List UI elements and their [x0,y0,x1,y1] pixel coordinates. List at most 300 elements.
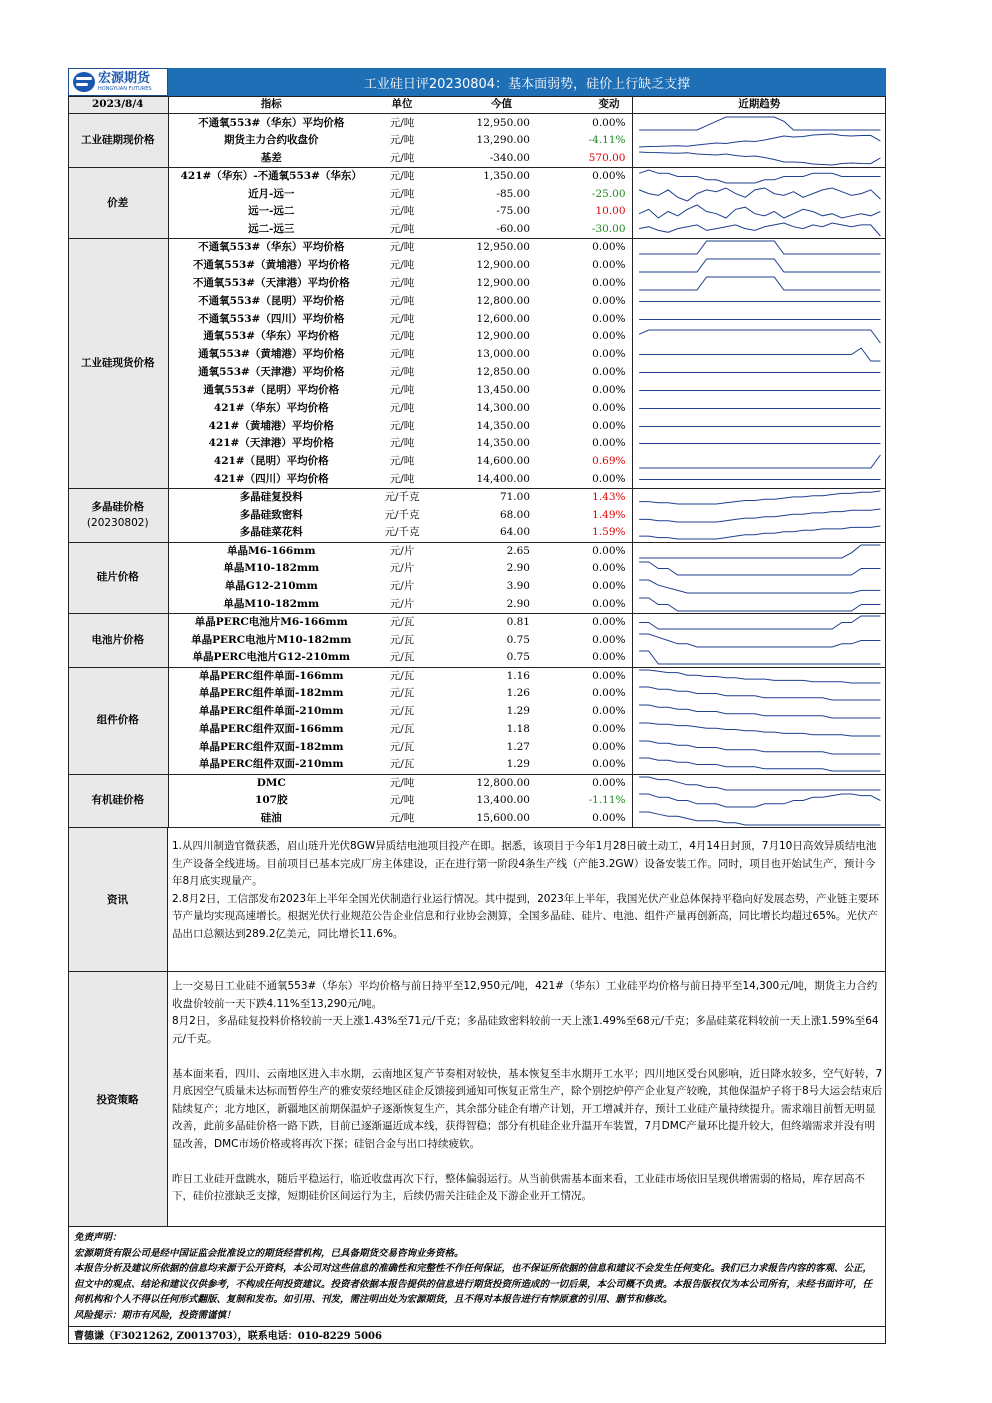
unit: 元/吨 [389,205,415,218]
current-value: 68.00 [499,508,530,521]
indicator-name: 多晶硅菜花料 [168,524,374,542]
unit: 元/吨 [389,187,415,200]
table-row [68,792,886,810]
table-row [68,560,886,578]
indicator-name: 107胶 [255,794,288,807]
unit: 元/吨 [374,150,430,168]
current-value: 64.00 [430,524,536,542]
indicator-name: 多晶硅致密料 [239,508,303,521]
table-row [68,810,886,828]
unit: 元/瓦 [389,669,415,682]
current-value: 0.75 [506,633,530,646]
trend-cell [632,435,886,453]
table-row [68,685,886,703]
unit: 元/千克 [384,508,420,521]
trend-cell [632,613,886,631]
change-value: -25.00 [591,187,626,200]
table-row [68,346,886,364]
indicator-name: 单晶PERC组件双面-166mm [199,722,344,735]
trend-cell [632,524,886,542]
trend-sparkline [633,239,887,256]
unit: 元/瓦 [389,705,415,718]
trend-line [639,812,880,825]
trend-sparkline [633,364,887,381]
trend-cell [632,774,886,792]
report-sheet [68,68,886,1347]
current-value: 13,290.00 [476,134,530,147]
change-value: 0.00% [592,437,626,450]
trend-sparkline [633,578,887,595]
indicator-name: 单晶PERC组件单面-182mm [199,687,344,700]
trend-cell [632,185,886,203]
change-value: 0.00% [592,705,626,718]
trend-cell [632,703,886,721]
current-value: 1.27 [506,740,530,753]
current-value: 2.65 [506,544,530,557]
trend-sparkline [633,792,887,809]
indicator-name: 单晶PERC组件单面-210mm [199,705,344,718]
current-value: -340.00 [430,150,536,168]
unit: 元/吨 [389,294,415,307]
unit: 元/吨 [374,810,430,828]
indicator-name: 421#（华东）平均价格 [213,401,329,414]
indicator-name: 通氧553#（华东）平均价格 [203,330,340,343]
table-row [68,328,886,346]
trend-line [639,526,880,539]
trend-line [639,758,880,771]
trend-line [639,170,880,183]
table-row [68,596,886,614]
current-value: 14,350.00 [476,437,530,450]
current-value: -85.00 [496,187,530,200]
unit: 元/瓦 [389,633,415,646]
unit: 元/吨 [389,170,415,183]
trend-line [639,330,880,343]
strategy-paragraph-4: 昨日工业硅开盘跳水，随后平稳运行，临近收盘再次下行，整体偏弱运行。从当前供需基本面来看，工业硅市场依旧呈现供增需弱的格局，库存居高不下，硅价拉涨缺乏支撑，短期硅价区间运行为主，后续仍需关注硅企及下游企业开工情况。 [172,1172,865,1203]
trend-cell [632,792,886,810]
current-value: -75.00 [496,205,530,218]
current-value: 12,800.00 [476,776,530,789]
trend-line [639,634,880,647]
logo-english: HONGYUAN FUTURES [98,86,152,92]
trend-sparkline [633,775,887,792]
risk-warning: 风险提示：期市有风险，投资需谨慎！ [74,1309,236,1321]
trend-sparkline [633,560,887,577]
current-value: 14,300.00 [476,401,530,414]
unit: 元/瓦 [389,687,415,700]
trend-cell [632,596,886,614]
change-value: 0.00% [592,276,626,289]
indicator-name: 远二-远三 [168,221,374,239]
change-value: 0.00% [592,544,626,557]
category-name: 多晶硅价格 [91,501,144,514]
trend-cell [632,221,886,239]
current-value: 12,900.00 [476,259,530,272]
logo-mark-icon [73,72,95,92]
trend-cell [632,685,886,703]
trend-sparkline [633,756,887,773]
table-row [68,721,886,739]
trend-cell [632,667,886,685]
table-row [68,292,886,310]
indicator-name: 421#（天津港）平均价格 [208,437,334,450]
news-paragraph-1: 1.从四川制造官微获悉，眉山琏升光伏8GW异质结电池项目投产在即。据悉，该项目于今年1月28日破土动工，4月14日封顶，7月10日高效异质结电池生产设备全线进场。目前项目已基本完成厂房主体建设，正在进行第一阶段4条生产线（产能3.2GW）设备安装工作。同时，项目也开始试生产，预计今年8月底实现量产。 [172,840,877,888]
table-row [68,542,886,560]
indicator-name: 不通氧553#（黄埔港）平均价格 [192,259,350,272]
trend-cell [632,274,886,292]
table-row [68,667,886,685]
category-name: 有机硅价格 [91,794,144,807]
table-header-row [68,96,886,114]
trend-sparkline [633,400,887,417]
trend-line [639,741,880,754]
news-body [168,828,886,971]
news-section [68,828,886,972]
table-row [68,435,886,453]
trend-sparkline [633,186,887,203]
current-value: 13,450.00 [476,383,530,396]
unit: 元/吨 [389,348,415,361]
trend-line [639,687,880,700]
current-value: 14,400.00 [430,471,536,489]
trend-sparkline [633,382,887,399]
trend-cell [632,810,886,828]
trend-line [639,134,880,147]
disclaimer-line-1: 宏源期货有限公司是经中国证监会批准设立的期货经营机构，已具备期货交易咨询业务资格。 [74,1247,464,1259]
change-value: 0.00% [592,740,626,753]
trend-line [639,205,880,218]
category-name: 组件价格 [96,714,139,727]
trend-cell [632,453,886,471]
trend-sparkline [633,150,887,167]
category-label [68,239,168,489]
unit: 元/吨 [389,419,415,432]
change-value: -30.00 [536,221,632,239]
indicator-name: 421#（华东）-不通氧553#（华东） [180,170,362,183]
unit: 元/片 [374,596,430,614]
news-paragraph-2: 2.8月2日，工信部发布2023年上半年全国光伏制造行业运行情况。其中提到，2023年上半年，我国光伏产业总体保持平稳向好发展态势，产业链主要环节产量均实现高速增长。根据光伏行业规范公告企业信息和行业协会测算，全国多晶硅、硅片、电池、组件产量再创新高，同比增长均超过65%。光伏产品出口总额达到289.2亿美元，同比增长11.6%。 [172,892,879,940]
change-value: 0.00% [592,330,626,343]
current-value: 2.90 [506,562,530,575]
current-value: 12,600.00 [476,312,530,325]
table-row [68,382,886,400]
current-value: 2.90 [430,596,536,614]
trend-line [639,223,880,236]
trend-cell [632,167,886,185]
trend-cell [632,399,886,417]
strategy-body [168,972,886,1226]
table-row [68,185,886,203]
category-label [68,489,168,543]
unit: 元/千克 [374,524,430,542]
change-value: 0.00% [536,649,632,667]
table-row [68,471,886,489]
unit: 元/吨 [389,259,415,272]
indicator-name: 单晶PERC组件单面-166mm [199,669,344,682]
change-value: 0.69% [592,455,626,468]
trend-line [639,562,880,575]
trend-sparkline [633,596,887,613]
indicator-name: 单晶PERC电池片G12-210mm [168,649,374,667]
indicator-name: 通氧553#（昆明）平均价格 [203,383,340,396]
table-row [68,703,886,721]
unit: 元/片 [389,544,415,557]
indicator-name: 单晶M6-166mm [227,544,316,557]
unit: 元/吨 [389,116,415,129]
change-value: 0.00% [592,312,626,325]
table-row [68,239,886,257]
trend-sparkline [633,132,887,149]
unit: 元/片 [389,580,415,593]
change-value: 0.00% [592,580,626,593]
unit: 元/吨 [389,401,415,414]
indicator-name: 单晶PERC组件双面-182mm [199,740,344,753]
trend-sparkline [633,221,887,238]
trend-line [639,545,880,558]
change-value: 0.00% [592,383,626,396]
category-label [68,613,168,667]
category-label [68,114,168,168]
report-title: 工业硅日评20230804：基本面弱势，硅价上行缺乏支撑 [168,68,886,96]
change-value: 0.00% [592,722,626,735]
indicator-name: 不通氧553#（华东）平均价格 [198,116,345,129]
table-row [68,274,886,292]
indicator-name: 单晶PERC组件双面-210mm [168,756,374,774]
trend-cell [632,150,886,168]
trend-line [639,616,880,629]
table-row [68,756,886,774]
indicator-name: 421#（黄埔港）平均价格 [208,419,334,432]
trend-sparkline [633,668,887,685]
strategy-paragraph-3: 基本面来看，四川、云南地区进入丰水期，云南地区复产节奏相对较快，基本恢复至丰水期开工水平；四川地区受台风影响，近日降水较多，空气好转，7月底因空气质量未达标而暂停生产的雅安荥经地区硅企反馈接到通知可恢复正常生产，除个别挖炉停产企业复产较晚，其他保温炉子将于8号大运会结束后陆续复产；北方地区，新疆地区前期保温炉子逐渐恢复生产，其余部分硅企有增产计划，开工增减并存，预计工业硅产量持续提升。需求端目前暂无明显改善，此前多晶硅价格一路下跌，目前已逐渐逼近成本线，获得智稳；部分有机硅企业升温开车装置，7月DMC产量环比提升较大，但终端需求并没有明显改善，DMC市场价格或将再次下探；硅铝合金与出口持续疲软。 [172,1067,883,1150]
current-value: 15,600.00 [430,810,536,828]
header-value: 今值 [430,96,536,114]
trend-cell [632,328,886,346]
trend-line [639,241,880,254]
trend-line [639,348,880,361]
trend-line [639,651,880,664]
trend-sparkline [633,471,887,488]
table-row [68,114,886,132]
change-value: 0.00% [592,259,626,272]
table-row [68,506,886,524]
table-row [68,613,886,631]
trend-cell [632,364,886,382]
trend-sparkline [633,203,887,220]
table-row [68,578,886,596]
unit: 元/瓦 [374,756,430,774]
unit: 元/片 [389,562,415,575]
price-table [68,96,886,828]
trend-cell [632,310,886,328]
current-value: 1.26 [506,687,530,700]
category-label [68,667,168,774]
unit: 元/吨 [389,437,415,450]
unit: 元/吨 [389,366,415,379]
indicator-name: 多晶硅复投料 [239,491,303,504]
trend-sparkline [633,311,887,328]
trend-cell [632,132,886,150]
category-name: 电池片价格 [91,633,144,646]
current-value: 0.75 [430,649,536,667]
change-value: 0.00% [536,471,632,489]
indicator-name: 不通氧553#（四川）平均价格 [198,312,345,325]
trend-cell [632,346,886,364]
current-value: 12,800.00 [476,294,530,307]
trend-cell [632,257,886,275]
unit: 元/吨 [389,455,415,468]
current-value: 12,850.00 [476,366,530,379]
change-value: 0.00% [592,669,626,682]
unit: 元/吨 [389,330,415,343]
change-value: 0.00% [592,687,626,700]
indicator-name: 近月-远一 [248,187,295,200]
trend-cell [632,542,886,560]
trend-cell [632,649,886,667]
trend-cell [632,721,886,739]
current-value: 71.00 [499,491,530,504]
unit: 元/吨 [374,221,430,239]
indicator-name: 421#（昆明）平均价格 [213,455,329,468]
category-name: 硅片价格 [96,571,139,584]
table-row [68,631,886,649]
category-label [68,542,168,613]
unit: 元/吨 [374,471,430,489]
unit: 元/吨 [389,312,415,325]
indicator-name: 不通氧553#（天津港）平均价格 [192,276,350,289]
logo-name: 宏源期货 [98,71,151,86]
change-value: 0.00% [592,401,626,414]
current-value: 14,600.00 [476,455,530,468]
indicator-name: 期货主力合约收盘价 [224,134,319,147]
change-value: 0.00% [592,170,626,183]
trend-cell [632,239,886,257]
unit: 元/吨 [389,794,415,807]
indicator-name: 单晶PERC电池片M10-182mm [191,633,352,646]
change-value: 0.00% [592,348,626,361]
current-value: 1,350.00 [483,170,530,183]
disclaimer-title: 免责声明： [74,1232,122,1244]
trend-cell [632,560,886,578]
change-value: 0.00% [592,562,626,575]
trend-line [639,152,880,165]
current-value: 12,900.00 [476,330,530,343]
trend-sparkline [633,275,887,292]
indicator-name: 单晶M10-182mm [223,562,320,575]
change-value: 0.00% [536,756,632,774]
indicator-name: DMC [256,776,286,789]
trend-sparkline [633,739,887,756]
table-row [68,203,886,221]
strategy-paragraph-2: 8月2日，多晶硅复投料价格较前一天上涨1.43%至71元/千克；多晶硅致密料较前一天上涨1.49%至68元/千克；多晶硅菜花料较前一天上涨1.59%至64元/千克。 [172,1015,879,1045]
trend-line [639,259,880,272]
trend-sparkline [633,489,887,506]
change-value: -4.11% [588,134,626,147]
unit: 元/吨 [389,241,415,254]
trend-cell [632,506,886,524]
trend-sparkline [633,328,887,345]
change-value: 0.00% [536,596,632,614]
trend-sparkline [633,435,887,452]
header-unit: 单位 [374,96,430,114]
current-value: 1.16 [506,669,530,682]
strategy-section [68,972,886,1227]
table-row [68,649,886,667]
table-row [68,774,886,792]
unit: 元/瓦 [374,649,430,667]
trend-sparkline [633,721,887,738]
table-row [68,399,886,417]
trend-cell [632,489,886,507]
current-value: 1.18 [506,722,530,735]
indicator-name: 通氧553#（天津港）平均价格 [198,366,345,379]
change-value: 570.00 [536,150,632,168]
table-row [68,364,886,382]
current-value: 13,400.00 [476,794,530,807]
news-label: 资讯 [68,828,168,971]
trend-sparkline [633,649,887,666]
indicator-name: 基差 [168,150,374,168]
category-label [68,167,168,238]
trend-sparkline [633,543,887,560]
unit: 元/千克 [384,491,420,504]
change-value: 1.43% [592,491,626,504]
trend-sparkline [633,115,887,132]
table-row [68,524,886,542]
change-value: 0.00% [592,366,626,379]
trend-sparkline [633,346,887,363]
trend-line [639,188,880,201]
trend-sparkline [633,453,887,470]
table-row [68,150,886,168]
unit: 元/瓦 [389,740,415,753]
trend-line [639,777,880,790]
unit: 元/瓦 [389,722,415,735]
category-label [68,774,168,828]
trend-sparkline [633,507,887,524]
table-row [68,417,886,435]
table-row [68,453,886,471]
current-value: 12,900.00 [476,276,530,289]
trend-line [639,455,880,468]
strategy-label: 投资策略 [68,972,168,1226]
indicator-name: 单晶G12-210mm [224,580,318,593]
trend-line [639,723,880,736]
trend-line [639,670,880,683]
current-value: -60.00 [430,221,536,239]
trend-cell [632,631,886,649]
trend-cell [632,292,886,310]
current-value: 1.29 [430,756,536,774]
trend-line [639,598,880,611]
trend-sparkline [633,703,887,720]
trend-cell [632,578,886,596]
indicator-name: 单晶M10-182mm [168,596,374,614]
table-row [68,257,886,275]
trend-cell [632,382,886,400]
change-value: 0.00% [592,616,626,629]
current-value: 12,950.00 [476,241,530,254]
table-row [68,221,886,239]
trend-cell [632,203,886,221]
trend-cell [632,471,886,489]
unit: 元/瓦 [389,616,415,629]
table-row [68,738,886,756]
change-value: 0.00% [536,810,632,828]
category-name: 工业硅期现价格 [81,134,155,147]
trend-sparkline [633,524,887,541]
unit: 元/吨 [389,776,415,789]
